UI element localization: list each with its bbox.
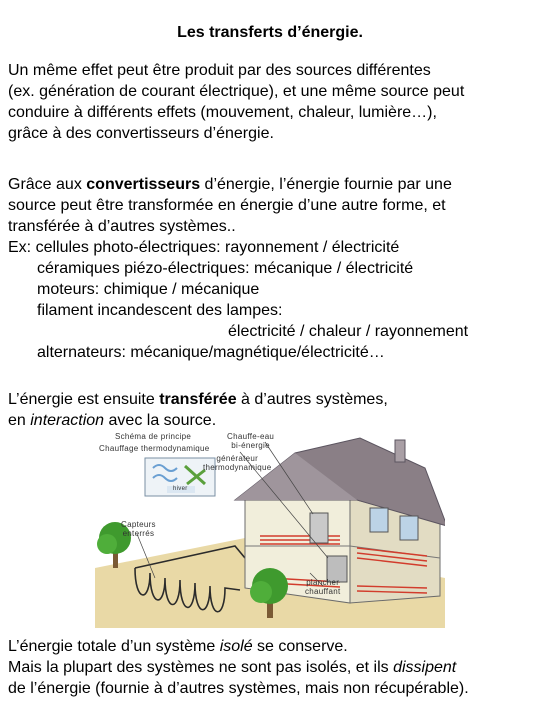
text-line [8, 636, 538, 657]
label-line: Chauffe-eau [227, 432, 275, 441]
label-line: thermodynamique [203, 463, 272, 472]
conservation-paragraph [8, 636, 538, 699]
text-span: se conserve. [252, 638, 348, 655]
example-line: alternateurs: mécanique/magnétique/électricité… [37, 344, 385, 361]
text-line [8, 174, 538, 195]
transfer-paragraph [8, 389, 538, 431]
bold-term: convertisseurs [86, 176, 201, 193]
example-line: céramiques piézo-électriques: mécanique / électricité [37, 260, 414, 277]
text-span: L’énergie totale d’un système [8, 638, 220, 655]
diagram-label-generateur [203, 454, 272, 472]
text-line: de l’énergie (fournie à d’autres systèmes, mais non récupérable). [8, 680, 469, 697]
page-title: Les transferts d’énergie. [177, 24, 363, 41]
italic-term: isolé [219, 638, 253, 655]
label-line: générateur [216, 454, 259, 463]
text-line: conduire à différents effets (mouvement, chaleur, lumière…), [8, 104, 437, 121]
text-span: en [8, 412, 31, 429]
example-line: électricité / chaleur / rayonnement [228, 323, 469, 340]
text-line [8, 657, 538, 678]
example-line: Ex: cellules photo-électriques: rayonnement / électricité [8, 239, 400, 256]
text-line [8, 389, 538, 410]
converters-paragraph [8, 174, 538, 363]
text-line: grâce à des convertisseurs d’énergie. [8, 125, 274, 142]
text-line: source peut être transformée en énergie d’une autre forme, et [8, 197, 446, 214]
text-line: transférée à d’autres systèmes.. [8, 218, 236, 235]
diagram-label-winter: hiver [173, 486, 188, 492]
example-line: moteurs: chimique / mécanique [37, 281, 260, 298]
label-line: Capteurs [121, 520, 156, 529]
text-span: L’énergie est ensuite [8, 391, 160, 408]
text-span: à d’autres systèmes, [236, 391, 388, 408]
diagram-label-capteurs [121, 520, 156, 538]
water-heater [310, 513, 328, 543]
text-line: (ex. génération de courant électrique), et une même source peut [8, 83, 465, 100]
label-line: bi-énergie [231, 441, 270, 450]
italic-term: dissipent [393, 659, 457, 676]
diagram-label-chauffe-eau [227, 432, 274, 450]
intro-paragraph [8, 60, 538, 144]
diagram-label-plancher [305, 578, 340, 596]
text-span: Mais la plupart des systèmes ne sont pas isolés, et ils [8, 659, 394, 676]
heat-pump-illustration [95, 428, 445, 628]
label-line: enterrés [122, 529, 155, 538]
label-line: plancher [306, 578, 340, 587]
text-span: d’énergie, l’énergie fournie par une [200, 176, 452, 193]
text-line: Un même effet peut être produit par des sources différentes [8, 62, 431, 79]
window [370, 508, 388, 532]
bold-term: transférée [159, 391, 237, 408]
diagram-label-schema: Schéma de principe [115, 432, 192, 441]
text-span: Grâce aux [8, 176, 87, 193]
example-line: filament incandescent des lampes: [37, 302, 283, 319]
label-line: chauffant [305, 587, 341, 596]
diagram-label-chauffage: Chauffage thermodynamique [99, 444, 210, 453]
italic-term: interaction [30, 412, 105, 429]
text-span: avec la source. [104, 412, 217, 429]
